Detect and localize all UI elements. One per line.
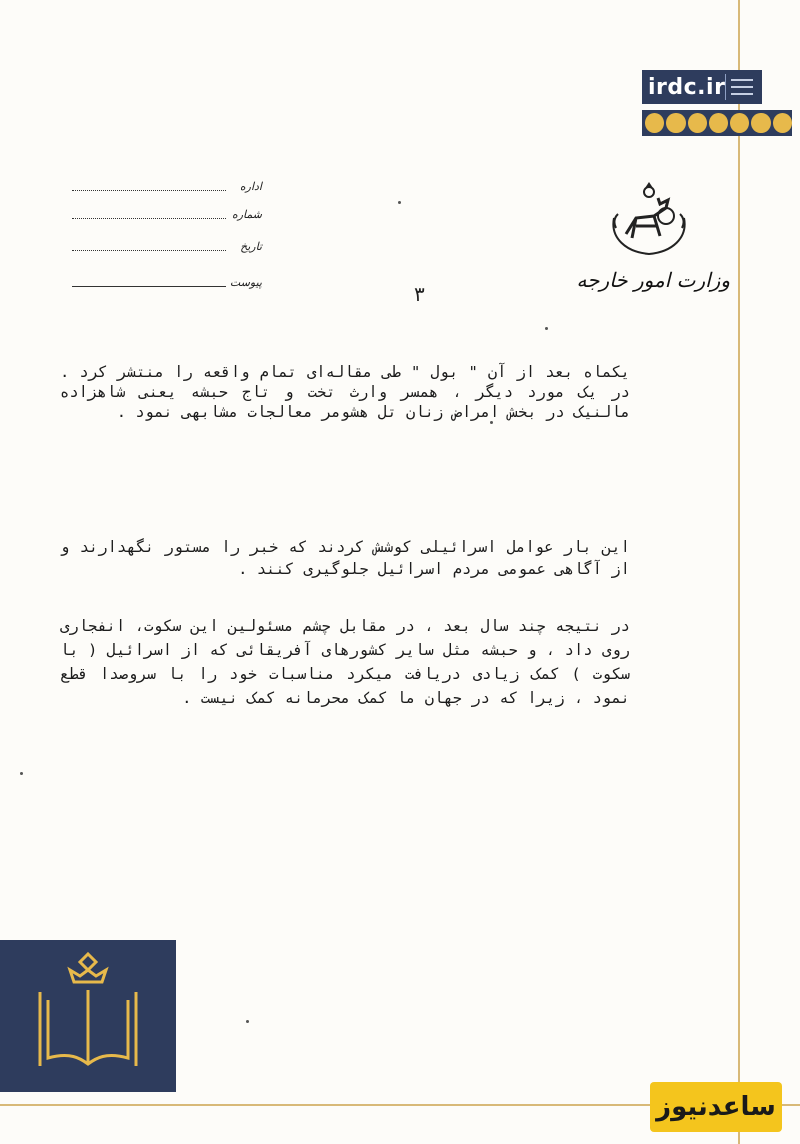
speckle (545, 327, 548, 330)
form-field-line (72, 250, 226, 251)
paragraph-1: یکماه بعد از آن " بول " طی مقاله‌ای تمام واقعه را منتشر کرد . در یک مورد دیگر ، همسر وارث تخت و تاج حبشه یعنی شاهزاده مالنیک در بخش امراض زنان تل هشومر معالجات مشابهی نمود . (60, 363, 630, 421)
paragraph-2: این بار عوامل اسرائیلی کوشش کردند که خبر را مستور نگهدارند و از آگاهی عمومی مردم اسرائیل جلوگیری کنند . (60, 538, 630, 578)
soroush-icon (730, 113, 749, 133)
instagram-icon (751, 113, 770, 133)
irdc-mini-logo (725, 74, 758, 100)
frame-vertical-line (738, 0, 740, 1144)
form-field-line (72, 218, 226, 219)
ministry-title: وزارت امور خارجه (576, 268, 730, 292)
form-field-label: پیوست (229, 276, 262, 289)
irdc-banner (642, 70, 762, 104)
form-field-date (72, 240, 262, 258)
lion-and-sun-emblem-icon (606, 178, 692, 258)
archive-center-logo (0, 940, 176, 1092)
form-field-label: تاریخ (240, 240, 262, 253)
page-number: ۳ (414, 282, 425, 306)
form-field-label: اداره (239, 180, 262, 193)
telegram-icon (688, 113, 707, 133)
form-field-attachment (72, 276, 262, 294)
form-field-label: شماره (231, 208, 262, 221)
irdc-watermark (642, 70, 792, 140)
bale-icon (709, 113, 728, 133)
form-field-office (72, 180, 262, 198)
twitter-icon (773, 113, 792, 133)
paragraph-3: در نتیجه چند سال بعد ، در مقابل چشم مسئولین این سکوت، انفجاری روی داد ، و حبشه مثل سایر کشورهای آفریقائی که از اسرائیل ( با سکوت ) کمک زیادی دریافت میکرد مناسبات خود را با سروصدا قطع نمود ، زیرا که در جهان ما کمک محرمانه کمک نیست . (60, 617, 630, 707)
eitaa-icon (645, 113, 664, 133)
news-badge: ساعدنیوز (650, 1082, 782, 1132)
speckle (246, 1020, 249, 1023)
irdc-domain: irdc.ir (648, 74, 726, 100)
archive-book-emblem-icon (0, 940, 176, 1092)
speckle (20, 772, 23, 775)
speckle (490, 421, 493, 424)
aparat-icon (666, 113, 685, 133)
form-field-line (72, 286, 226, 287)
social-icons-bar (642, 110, 792, 136)
form-field-number (72, 208, 262, 226)
speckle (398, 201, 401, 204)
form-field-line (72, 190, 226, 191)
